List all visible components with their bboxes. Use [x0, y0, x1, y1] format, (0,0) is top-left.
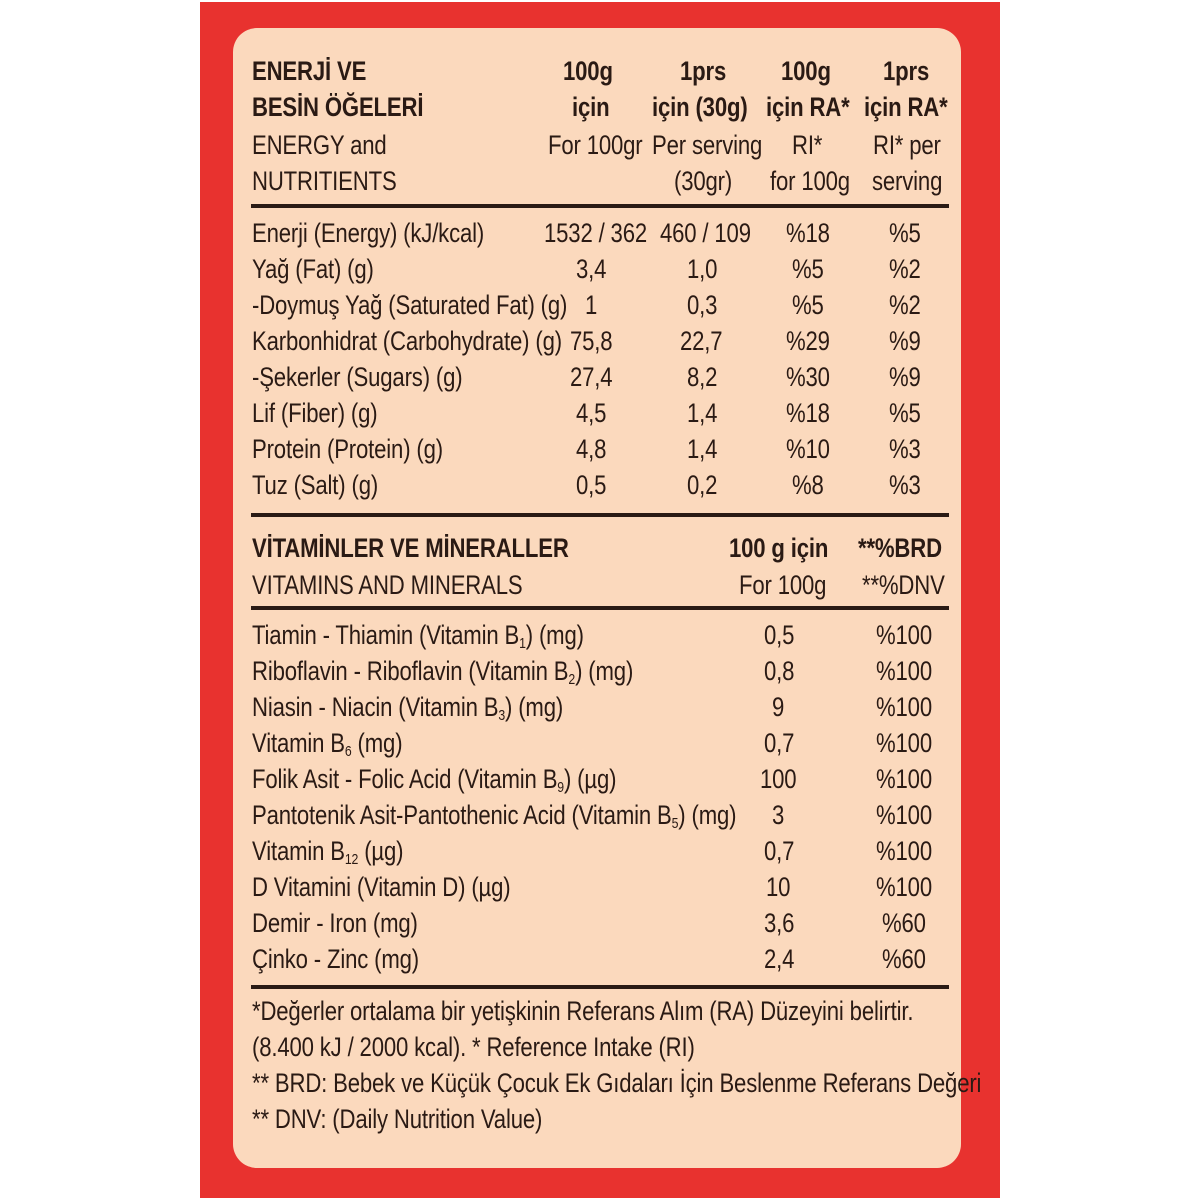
nutrient-ri100: %30 — [786, 362, 830, 392]
vitamin-col1-en: For 100g — [739, 570, 827, 600]
section-divider — [251, 513, 949, 517]
col1-header-tr-2: için — [572, 92, 610, 122]
nutrient-ri100: %18 — [786, 398, 830, 428]
header-title-tr-1: ENERJİ VE — [252, 56, 367, 86]
nutrient-label: -Doymuş Yağ (Saturated Fat) (g) — [252, 290, 568, 320]
nutrient-ri100: %5 — [792, 254, 824, 284]
vitamin-per100: 10 — [766, 872, 791, 902]
vitamin-brd: %100 — [876, 728, 932, 758]
nutrient-per100: 1532 / 362 — [544, 218, 648, 248]
nutrient-per-serving: 22,7 — [680, 326, 723, 356]
nutrient-ri-serving: %2 — [889, 290, 921, 320]
col1-header-tr-1: 100g — [563, 56, 613, 86]
nutrient-ri100: %8 — [792, 470, 824, 500]
vitamin-brd: %100 — [876, 656, 932, 686]
vitamin-per100: 0,7 — [764, 728, 795, 758]
nutrient-per-serving: 1,4 — [687, 398, 718, 428]
nutrient-ri100: %10 — [786, 434, 830, 464]
nutrient-per100: 4,8 — [576, 434, 607, 464]
col4-header-en-1: RI* per — [873, 130, 941, 160]
nutrient-ri-serving: %3 — [889, 470, 921, 500]
col3-header-tr-2: için RA* — [766, 92, 850, 122]
vitamin-label: Tiamin - Thiamin (Vitamin $B_1$) (mg) — [252, 620, 584, 652]
vitamin-brd: %100 — [876, 800, 932, 830]
vitamin-per100: 3,6 — [764, 908, 795, 938]
col2-header-tr-1: 1prs — [680, 56, 727, 86]
col4-header-tr-2: için RA* — [864, 92, 948, 122]
vitamin-divider — [251, 606, 949, 610]
vitamin-per100: 100 — [760, 764, 797, 794]
nutrient-per-serving: 0,2 — [687, 470, 718, 500]
footnote-line: ** BRD: Bebek ve Küçük Çocuk Ek Gıdaları İçin Beslenme Referans Değeri — [252, 1068, 982, 1098]
header-title-en-2: NUTRITIENTS — [252, 166, 397, 196]
col4-header-tr-1: 1prs — [883, 56, 930, 86]
col3-header-en-2: for 100g — [770, 166, 850, 196]
nutrient-per100: 4,5 — [576, 398, 607, 428]
col1-header-en: For 100gr — [548, 130, 643, 160]
col2-header-tr-2: için (30g) — [652, 92, 748, 122]
header-title-en-1: ENERGY and — [252, 130, 387, 160]
nutrient-ri-serving: %5 — [889, 218, 921, 248]
nutrient-label: Karbonhidrat (Carbohydrate) (g) — [252, 326, 562, 356]
vitamin-per100: 0,5 — [764, 620, 795, 650]
col3-header-en-1: RI* — [792, 130, 823, 160]
vitamin-label: Vitamin $B_{12}$ (µg) — [252, 836, 404, 868]
vitamin-label: Niasin - Niacin (Vitamin $B_3$) (mg) — [252, 692, 564, 724]
nutrient-ri100: %5 — [792, 290, 824, 320]
nutrient-per-serving: 1,0 — [687, 254, 718, 284]
nutrient-label: Tuz (Salt) (g) — [252, 470, 379, 500]
nutrient-per-serving: 0,3 — [687, 290, 718, 320]
nutrient-label: Protein (Protein) (g) — [252, 434, 443, 464]
footnote-line: (8.400 kJ / 2000 kcal). * Reference Intake (RI) — [252, 1032, 695, 1062]
vitamin-brd: %60 — [882, 944, 926, 974]
vitamin-label: Pantotenik Asit-Pantothenic Acid (Vitamin $B_5$) (mg) — [252, 800, 737, 832]
nutrient-label: Yağ (Fat) (g) — [252, 254, 374, 284]
vitamin-col2-en: **%DNV — [862, 570, 945, 600]
vitamin-label: Folik Asit - Folic Acid (Vitamin $B_9$) (µg) — [252, 764, 617, 796]
vitamin-per100: 3 — [772, 800, 785, 830]
vitamin-col1-tr: 100 g için — [729, 533, 829, 563]
vitamin-label: Riboflavin - Riboflavin (Vitamin $B_2$) (mg) — [252, 656, 634, 688]
vitamin-per100: 9 — [772, 692, 785, 722]
footnote-line: *Değerler ortalama bir yetişkinin Referans Alım (RA) Düzeyini belirtir. — [252, 996, 914, 1026]
vitamin-col2-tr: **%BRD — [858, 533, 942, 563]
col3-header-tr-1: 100g — [781, 56, 831, 86]
footnote-divider — [251, 985, 949, 989]
vitamin-per100: 0,7 — [764, 836, 795, 866]
vitamin-brd: %100 — [876, 872, 932, 902]
nutrient-label: -Şekerler (Sugars) (g) — [252, 362, 463, 392]
header-divider — [251, 204, 949, 208]
nutrient-per-serving: 460 / 109 — [660, 218, 751, 248]
footnote-line: ** DNV: (Daily Nutrition Value) — [252, 1104, 543, 1134]
vitamin-brd: %100 — [876, 764, 932, 794]
nutrient-ri-serving: %5 — [889, 398, 921, 428]
vitamin-brd: %100 — [876, 620, 932, 650]
vitamin-label: Çinko - Zinc (mg) — [252, 944, 419, 974]
col4-header-en-2: serving — [872, 166, 943, 196]
nutrient-label: Enerji (Energy) (kJ/kcal) — [252, 218, 485, 248]
vitamin-label: Demir - Iron (mg) — [252, 908, 418, 938]
nutrient-ri-serving: %3 — [889, 434, 921, 464]
header-title-tr-2: BESİN ÖĞELERİ — [252, 92, 424, 122]
vitamin-label: Vitamin $B_6$ (mg) — [252, 728, 403, 760]
nutrient-per-serving: 8,2 — [687, 362, 718, 392]
vitamin-title-tr: VİTAMİNLER VE MİNERALLER — [252, 533, 569, 563]
nutrient-per-serving: 1,4 — [687, 434, 718, 464]
nutrient-ri100: %18 — [786, 218, 830, 248]
nutrient-ri-serving: %9 — [889, 362, 921, 392]
nutrient-per100: 27,4 — [570, 362, 613, 392]
nutrient-per100: 75,8 — [570, 326, 613, 356]
vitamin-title-en: VITAMINS AND MINERALS — [252, 570, 523, 600]
nutrient-ri100: %29 — [786, 326, 830, 356]
vitamin-per100: 0,8 — [764, 656, 795, 686]
nutrient-ri-serving: %2 — [889, 254, 921, 284]
col2-header-en-2: (30gr) — [674, 166, 733, 196]
vitamin-label: D Vitamini (Vitamin D) (µg) — [252, 872, 511, 902]
col2-header-en-1: Per serving — [652, 130, 763, 160]
vitamin-per100: 2,4 — [764, 944, 795, 974]
nutrient-per100: 3,4 — [576, 254, 607, 284]
nutrient-label: Lif (Fiber) (g) — [252, 398, 378, 428]
nutrient-ri-serving: %9 — [889, 326, 921, 356]
vitamin-brd: %100 — [876, 836, 932, 866]
vitamin-brd: %100 — [876, 692, 932, 722]
nutrient-per100: 1 — [585, 290, 598, 320]
nutrient-per100: 0,5 — [576, 470, 607, 500]
vitamin-brd: %60 — [882, 908, 926, 938]
